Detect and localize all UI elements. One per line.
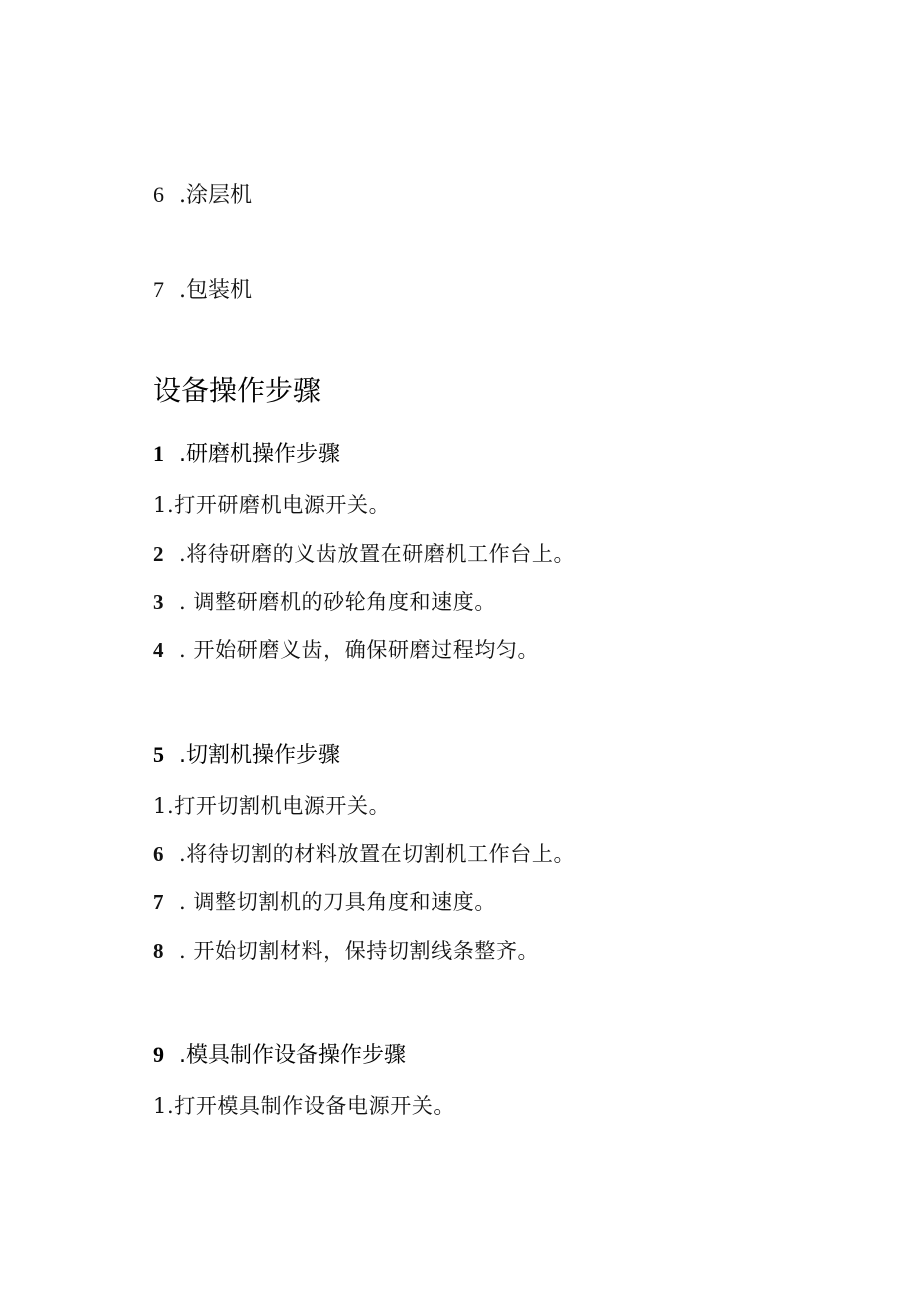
- cutting-step-2: [153, 844, 575, 865]
- list-item-number: 7: [153, 277, 164, 302]
- step-number: 7: [153, 890, 165, 914]
- cutting-step-3: [153, 892, 496, 913]
- heading-number: 1: [153, 441, 164, 466]
- step-text: . 调整研磨机的砂轮角度和速度。: [179, 590, 496, 614]
- heading-label: .研磨机操作步骤: [179, 442, 340, 467]
- step-text: . 调整切割机的刀具角度和速度。: [179, 890, 496, 914]
- mold-heading: [153, 1044, 406, 1067]
- heading-label: .模具制作设备操作步骤: [179, 1043, 406, 1068]
- cutting-heading: [153, 744, 340, 767]
- heading-label: .切割机操作步骤: [179, 743, 340, 768]
- step-text: . 开始切割材料，保持切割线条整齐。: [179, 939, 540, 963]
- list-item-packaging-machine: [153, 279, 252, 302]
- step-number: 3: [153, 590, 165, 614]
- mold-step-1: 1.打开模具制作设备电源开关。: [153, 1094, 456, 1118]
- cutting-step-1: 1.打开切割机电源开关。: [153, 794, 391, 818]
- section-title: 设备操作步骤: [153, 374, 322, 407]
- grinding-step-3: [153, 592, 496, 613]
- heading-number: 9: [153, 1042, 164, 1067]
- grinding-step-1: 1.打开研磨机电源开关。: [153, 493, 391, 517]
- list-item-label: .涂层机: [179, 183, 252, 208]
- list-item-coating-machine: [153, 184, 252, 207]
- step-number: 6: [153, 842, 165, 866]
- step-number: 4: [153, 638, 165, 662]
- step-text: .将待切割的材料放置在切割机工作台上。: [179, 842, 576, 866]
- heading-number: 5: [153, 742, 164, 767]
- step-number: 2: [153, 542, 165, 566]
- grinding-heading: [153, 443, 340, 466]
- step-text: . 开始研磨义齿，确保研磨过程均匀。: [179, 638, 540, 662]
- grinding-step-2: [153, 544, 575, 565]
- list-item-number: 6: [153, 182, 164, 207]
- grinding-step-4: [153, 640, 539, 661]
- step-number: 8: [153, 939, 165, 963]
- cutting-step-4: [153, 941, 539, 962]
- list-item-label: .包装机: [179, 278, 252, 303]
- step-text: .将待研磨的义齿放置在研磨机工作台上。: [179, 542, 576, 566]
